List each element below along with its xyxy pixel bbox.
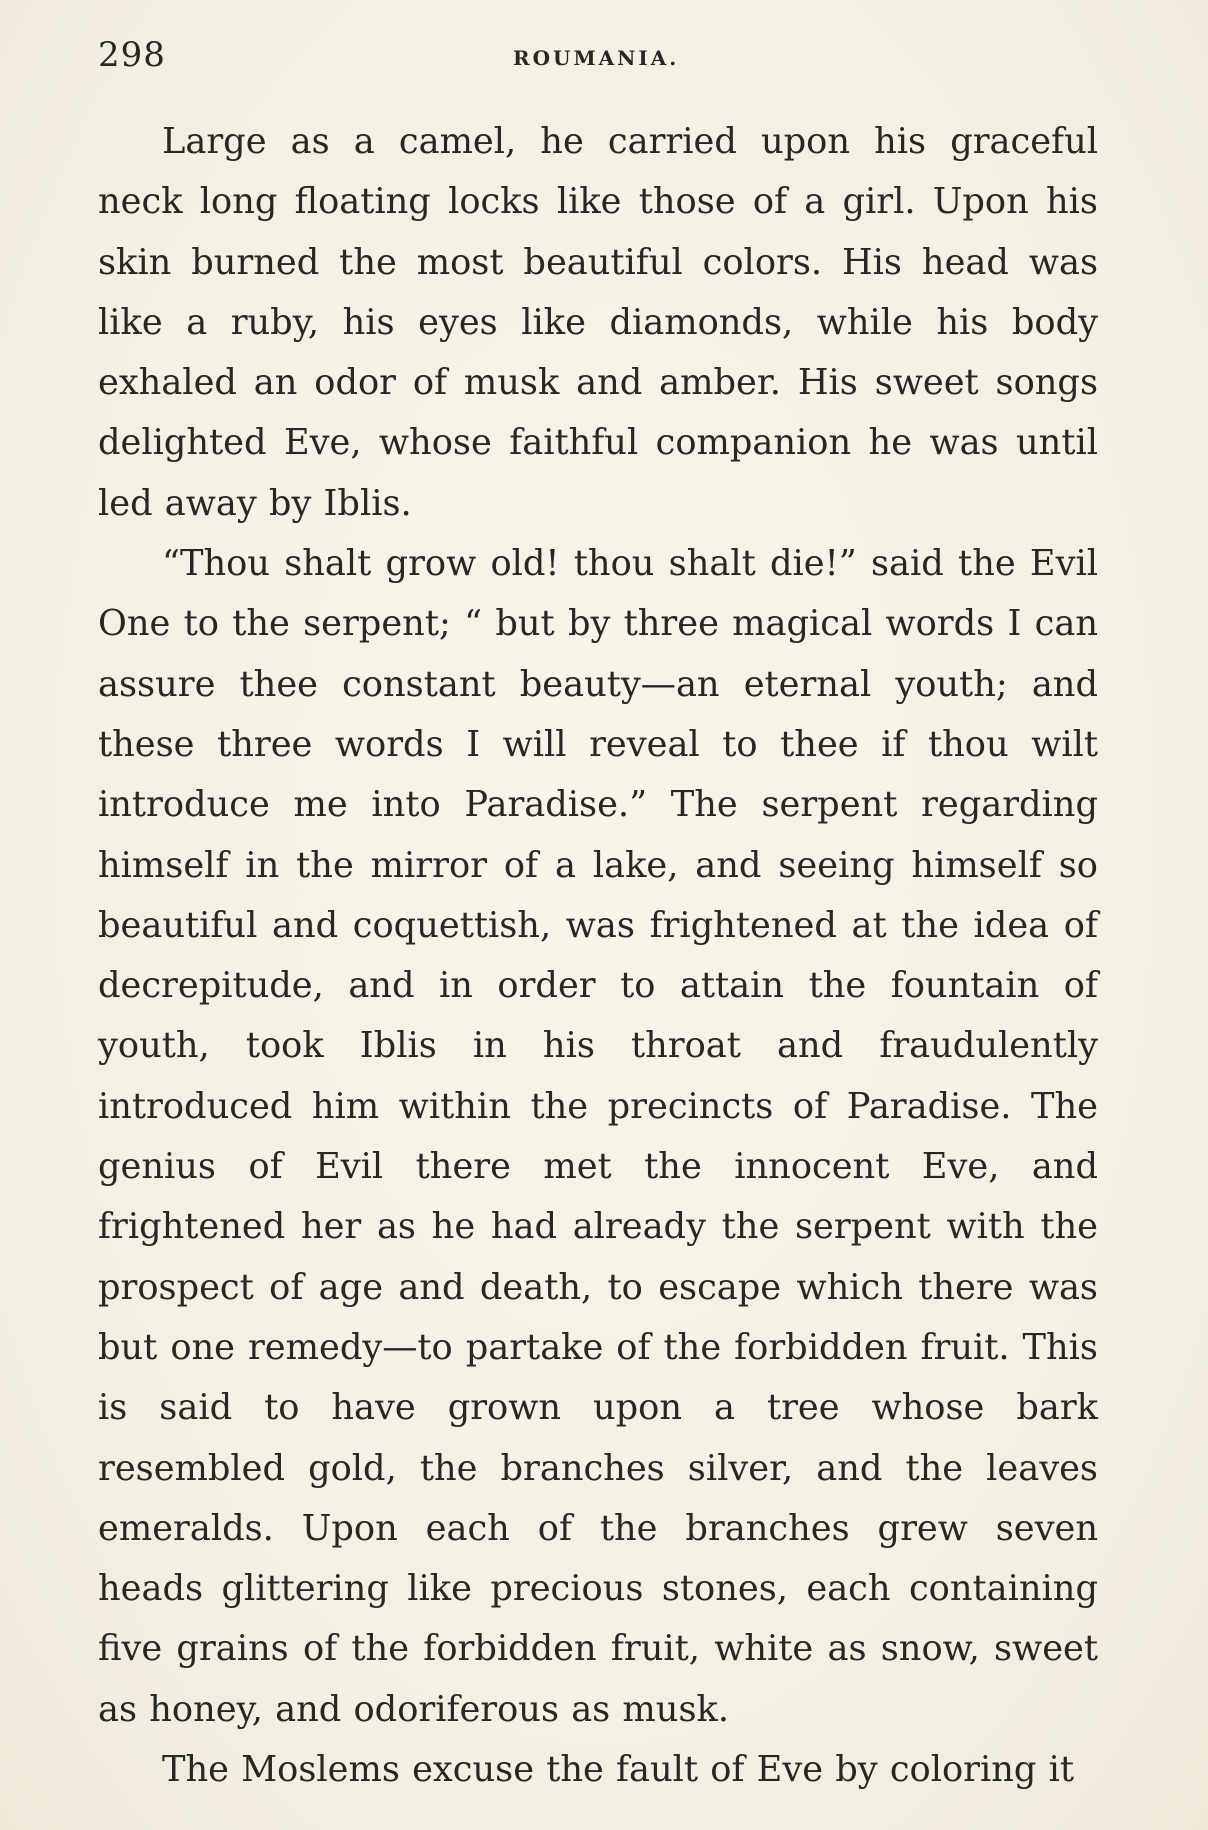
page-number: 298	[98, 35, 166, 75]
body-text	[98, 112, 1098, 1800]
paragraph-serpent-description: Large as a camel, he carried upon his graceful neck long floating locks like those of a girl. Upon his skin burned the most beautiful colors. His head was like a ruby, his eyes like diamonds, while his body exhaled an odor of musk and amber. His sweet songs delighted Eve, whose faithful companion he was until led away by Iblis.	[98, 121, 1098, 524]
paragraph-iblis-temptation: “Thou shalt grow old! thou shalt die!” said the Evil One to the serpent; “ but by three magical words I can assure thee constant beauty—an eternal youth; and these three words I will reveal to thee if thou wilt introduce me into Paradise.” The serpent regarding himself in the mirror of a lake, and seeing himself so beautiful and coquettish, was frightened at the idea of decrepitude, and in order to attain the fountain of youth, took Iblis in his throat and fraudulently introduced him within the precincts of Paradise. The genius of Evil there met the innocent Eve, and frightened her as he had already the serpent with the prospect of age and death, to escape which there was but one remedy—to partake of the forbidden fruit. This is said to have grown upon a tree whose bark resembled gold, the branches silver, and the leaves emeralds. Upon each of the branches grew seven heads glittering like precious stones, each containing five grains of the forbidden fruit, white as snow, sweet as honey, and odoriferous as musk.	[98, 543, 1098, 1730]
page-header	[98, 30, 1098, 80]
running-head: ROUMANIA.	[513, 46, 680, 70]
paragraph-moslems-excuse: The Moslems excuse the fault of Eve by coloring it	[162, 1749, 1074, 1791]
